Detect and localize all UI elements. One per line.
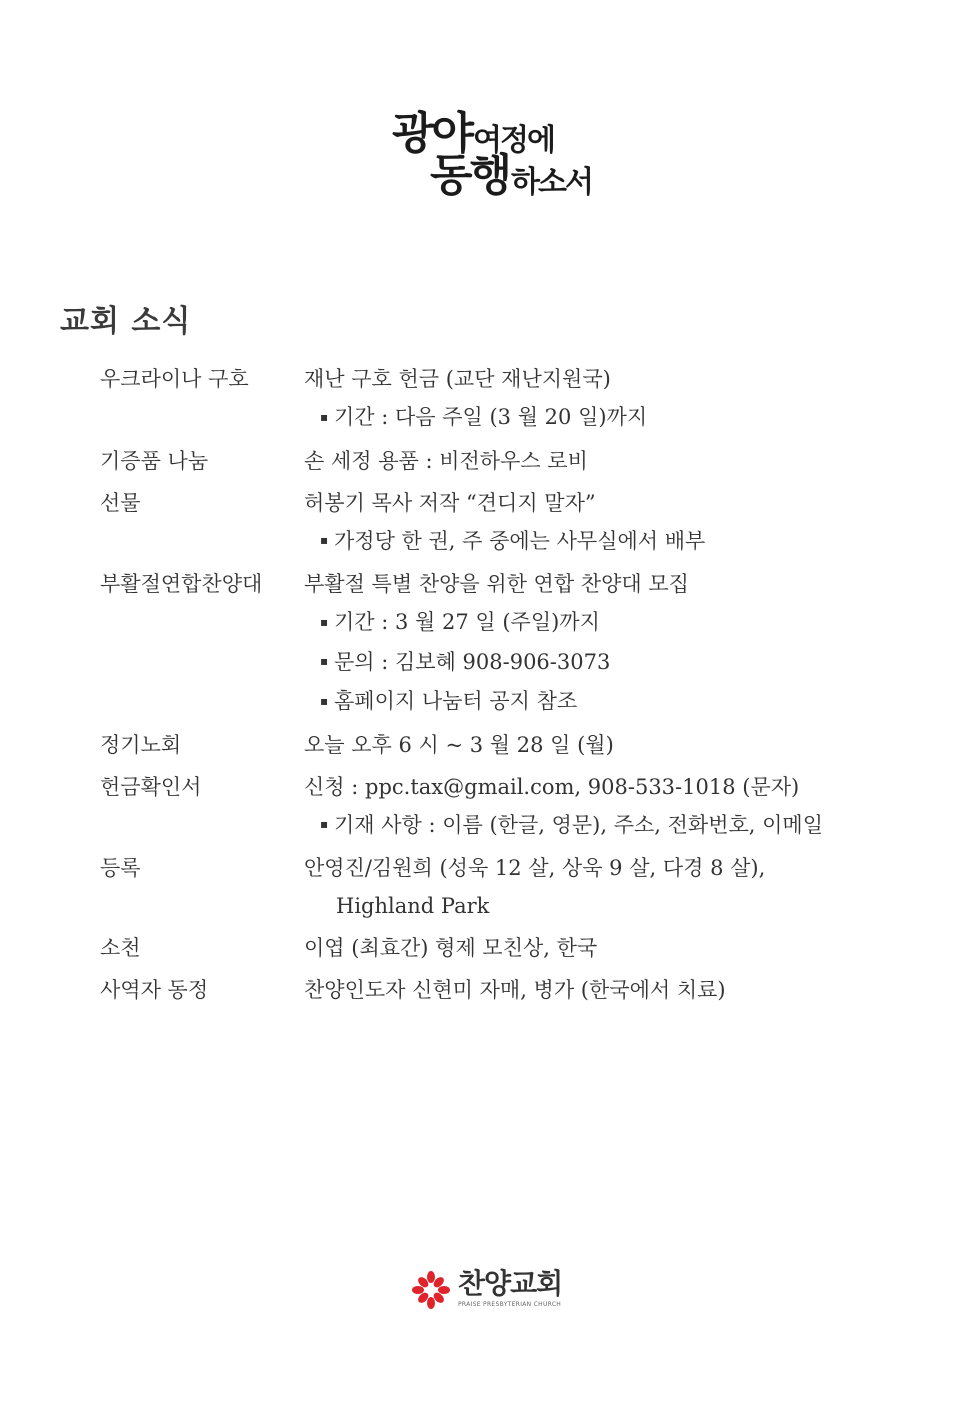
emblem-petal [427,1271,435,1283]
church-name: 찬양교회 [458,1267,563,1300]
church-logo-text [458,1269,562,1309]
emblem-petal [427,1297,435,1309]
bullet-icon: ▪ [320,654,329,668]
news-content [304,768,900,846]
news-row [100,484,900,562]
news-text-line: 오늘 오후 6 시 ~ 3 월 28 일 (월) [304,732,614,757]
bullet-icon: ▪ [320,533,329,547]
news-row [100,726,900,764]
news-row [100,849,900,925]
news-label: 기증품 나눔 [100,448,209,473]
church-news-list [100,360,900,1013]
news-bullet-line [304,603,900,643]
bullet-icon: ▪ [320,614,329,629]
bullet-icon: ▪ [320,817,329,831]
news-content [304,442,900,480]
emblem-petal [412,1286,424,1294]
news-bullet-line [304,398,900,438]
news-label: 등록 [100,856,141,880]
news-bullet-text: 홈페이지 나눔터 공지 참조 [334,689,578,713]
news-content [304,971,900,1009]
news-content [304,849,900,925]
news-bullet-text: 기재 사항 : 이름 (한글, 영문), 주소, 전화번호, 이메일 [334,812,823,837]
news-row [100,929,900,967]
church-logo [408,1266,562,1312]
church-emblem-icon [408,1266,454,1312]
news-text-line: 신청 : ppc.tax@gmail.com, 908-533-1018 (문자) [304,774,800,799]
news-bullet-text: 기간 : 다음 주일 (3 월 20 일)까지 [334,405,648,429]
church-name-english: PRAISE PRESBYTERIAN CHURCH [458,1301,562,1308]
news-bullet-text: 기간 : 3 월 27 일 (주일)까지 [334,610,600,634]
news-row [100,768,900,846]
theme-title [388,108,598,201]
bullet-icon: ▪ [320,409,329,424]
news-text-line: 이엽 (최효간) 형제 모친상, 한국 [304,936,598,960]
news-content [304,929,900,967]
news-content [304,726,900,764]
news-text-line: Highland Park [336,894,490,918]
news-bullet-line [304,806,900,846]
emblem-center [426,1285,436,1295]
news-text-line: 안영진/김원희 (성욱 12 살, 상욱 9 살, 다경 8 살), [304,856,766,880]
news-bullet-line [304,682,900,722]
news-label: 정기노회 [100,732,182,757]
emblem-petal [438,1286,450,1294]
news-content [304,360,900,438]
news-bullet-line [304,522,900,562]
news-row [100,565,900,722]
news-label: 선물 [100,490,141,515]
news-text-line: 재난 구호 헌금 (교단 재난지원국) [304,367,611,391]
news-text-line: 손 세정 용품 : 비전하우스 로비 [304,448,588,473]
news-text-line: 찬양인도자 신현미 자매, 병가 (한국에서 치료) [304,978,726,1002]
news-text-line: 허봉기 목사 저작 “견디지 말자” [304,490,596,515]
news-row [100,971,900,1009]
theme-title-line-1-small: 여정에 [473,123,554,158]
news-label: 우크라이나 구호 [100,367,249,391]
news-content [304,484,900,562]
news-bullet-text: 가정당 한 권, 주 중에는 사무실에서 배부 [334,528,706,553]
news-label: 소천 [100,936,141,960]
news-row [100,360,900,438]
theme-title-line-2 [430,150,598,201]
news-bullet-text: 문의 : 김보혜 908-906-3073 [334,649,611,674]
news-content [304,565,900,722]
section-heading: 교회 소식 [60,304,192,339]
news-row [100,442,900,480]
news-bullet-line [304,643,900,683]
theme-title-line-1-big: 광야 [392,108,472,159]
theme-title-line-2-small: 하소서 [511,165,592,200]
theme-title-line-2-big: 동행 [430,150,510,201]
news-label: 부활절연합찬양대 [100,572,263,596]
news-label: 헌금확인서 [100,774,202,799]
bullet-icon: ▪ [320,693,329,708]
news-label: 사역자 동정 [100,978,209,1002]
news-text-line: 부활절 특별 찬양을 위한 연합 찬양대 모집 [304,572,689,596]
